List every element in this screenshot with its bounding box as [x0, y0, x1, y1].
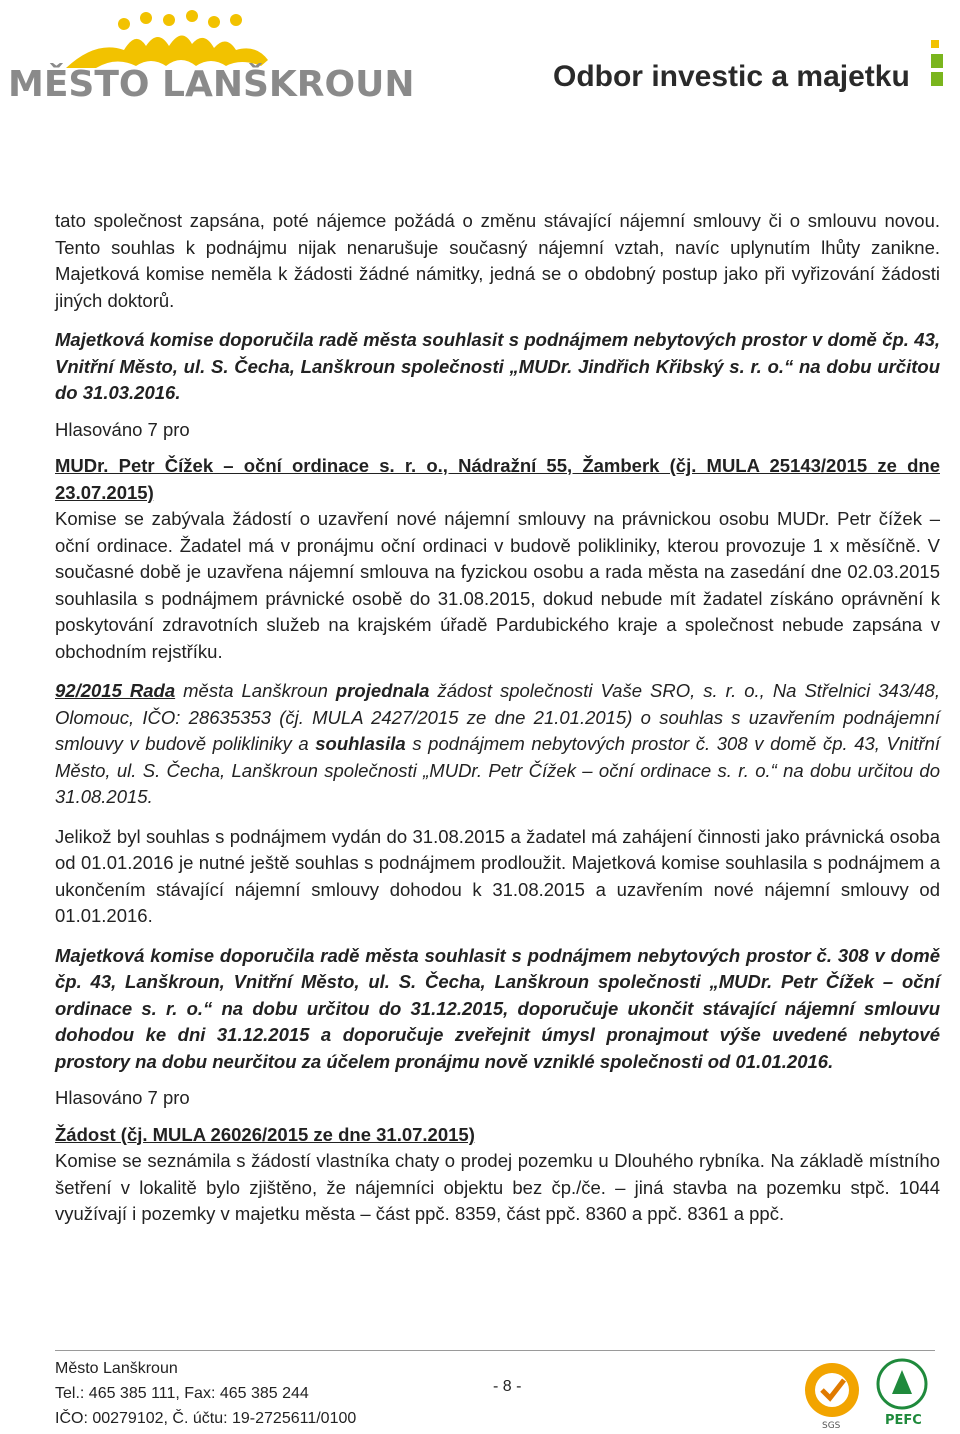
resolution-text-3: s podnájmem nebytových prostor č. 308 v domě čp. 43, Vnitřní Město, ul. S. Čecha, Lanškroun společnosti „MUDr. Petr Čížek – oční ordinace s. r. o.“ na dobu určitou do 31.08.2015. [55, 733, 940, 807]
certification-logos [800, 1356, 940, 1431]
footer-divider [55, 1350, 935, 1351]
page-number: - 8 - [493, 1378, 522, 1395]
green-squares-decoration [925, 40, 945, 90]
vote-result-1: Hlasováno 7 pro [55, 418, 190, 440]
footer-city: Město Lanškroun [55, 1360, 178, 1377]
page-footer [0, 1350, 960, 1434]
section-heading-cizek: MUDr. Petr Čížek – oční ordinace s. r. o., Nádražní 55, Žamberk (čj. MULA 25143/2015 ze dne 23.07.2015) [55, 455, 940, 503]
resolution-text-2: žádost společnosti Vaše SRO, s. r. o., Na Střelnici 343/48, Olomouc, IČO: 28635353 (čj. MULA 2427/2015 ze dne 21.01.2015) o souhlas s uzavřením podnájemní smlouvy v budově polikliniky a [55, 680, 940, 754]
footer-phone: Tel.: 465 385 111, Fax: 465 385 244 [55, 1385, 309, 1402]
vote-result-2: Hlasováno 7 pro [55, 1087, 190, 1108]
commission-recommendation-2: Majetková komise doporučila radě města souhlasit s podnájmem nebytových prostor č. 308 v domě čp. 43, Lanškroun, Vnitřní Město, ul. S. Čecha, Lanškroun společnosti „MUDr. Petr Čížek – oční ordinace s. r. o.“ na dobu určitou do 31.12.2015, doporučuje ukončit stávající nájemní smlouvu dohodou ke dni 31.12.2015 a doporučuje zveřejnit úmysl pronajmout výše uvedené nebytové prostory na dobu neurčitou za účelem pronájmu nově vzniklé společnosti od 01.01.2016. [55, 944, 940, 1072]
section-heading-request: Žádost (čj. MULA 26026/2015 ze dne 31.07.2015) [55, 1123, 475, 1145]
council-resolution [55, 678, 940, 811]
sgs-label: SGS [822, 1421, 841, 1431]
resolution-number: 92/2015 Rada [55, 680, 176, 701]
pefc-label: PEFC [885, 1413, 922, 1428]
footer-ico: IČO: 00279102, Č. účtu: 19-2725611/0100 [55, 1410, 357, 1427]
resolution-text-1: města Lanškroun [175, 680, 336, 701]
commission-recommendation-1: Majetková komise doporučila radě města souhlasit s podnájmem nebytových prostor v domě čp. 43, Vnitřní Město, ul. S. Čecha, Lanškroun společnosti „MUDr. Jindřich Křibský s. r. o.“ na dobu určitou do 31.03.2016. [55, 329, 940, 403]
paragraph-extension: Jelikož byl souhlas s podnájmem vydán do 31.08.2015 a žadatel má zahájení činnosti jako právnická osoba od 01.01.2016 je nutné ještě souhlas s podnájmem prodloužit. Majetková komise souhlasila s podnájmem a ukončením stávající nájemní smlouvy dohodou k 31.08.2015 a uzavřením nové nájemní smlouvy od 01.01.2016. [55, 825, 940, 926]
document-body [55, 208, 940, 1228]
mesto-lanskroun-logo [6, 10, 415, 105]
paragraph-cizek: Komise se zabývala žádostí o uzavření nové nájemní smlouvy na právnickou osobu MUDr. Petr čížek – oční ordinace. Žadatel má v pronájmu oční ordinaci v budově polikliniky, kterou provozuje 1 x měsíčně. V současné době je uzavřena nájemní smlouva na fyzickou osobu a rada města na zasedání dne 02.03.2015 souhlasila s podnájmem právnické osobě do 31.08.2015, dokud nebude mít žadatel získáno oprávnění k poskytování zdravotních služeb na krajském úřadě Pardubického kraje a společnost nebude zapsána v obchodním rejstříku. [55, 508, 940, 662]
paragraph-intro: tato společnost zapsána, poté nájemce požádá o změnu stávající nájemní smlouvy či o smlouvu novou. Tento souhlas k podnájmu nijak nenarušuje současný nájemní vztah, navíc uplynutím lhůty zanikne. Majetková komise neměla k žádosti žádné námitky, jedná se o obdobný postup jako při vyřizování žádosti jiných doktorů. [55, 210, 940, 311]
resolution-souhlasila: souhlasila [315, 733, 406, 754]
paragraph-request: Komise se seznámila s žádostí vlastníka chaty o prodej pozemku u Dlouhého rybníka. Na základě místního šetření v lokalitě bylo zjištěno, že nájemníci objektu bez čp./če. – jiná stavba na pozemku stpč. 1044 využívají i pozemky v majetku města – část ppč. 8359, část ppč. 8360 a ppč. 8361 a ppč. [55, 1150, 940, 1224]
resolution-projednala: projednala [335, 680, 430, 701]
page-title: Odbor investic a majetku [553, 60, 910, 93]
footer-contact [55, 1356, 356, 1431]
logo-text: MĚSTO LANŠKROUN [8, 64, 415, 105]
page-header [0, 0, 960, 130]
